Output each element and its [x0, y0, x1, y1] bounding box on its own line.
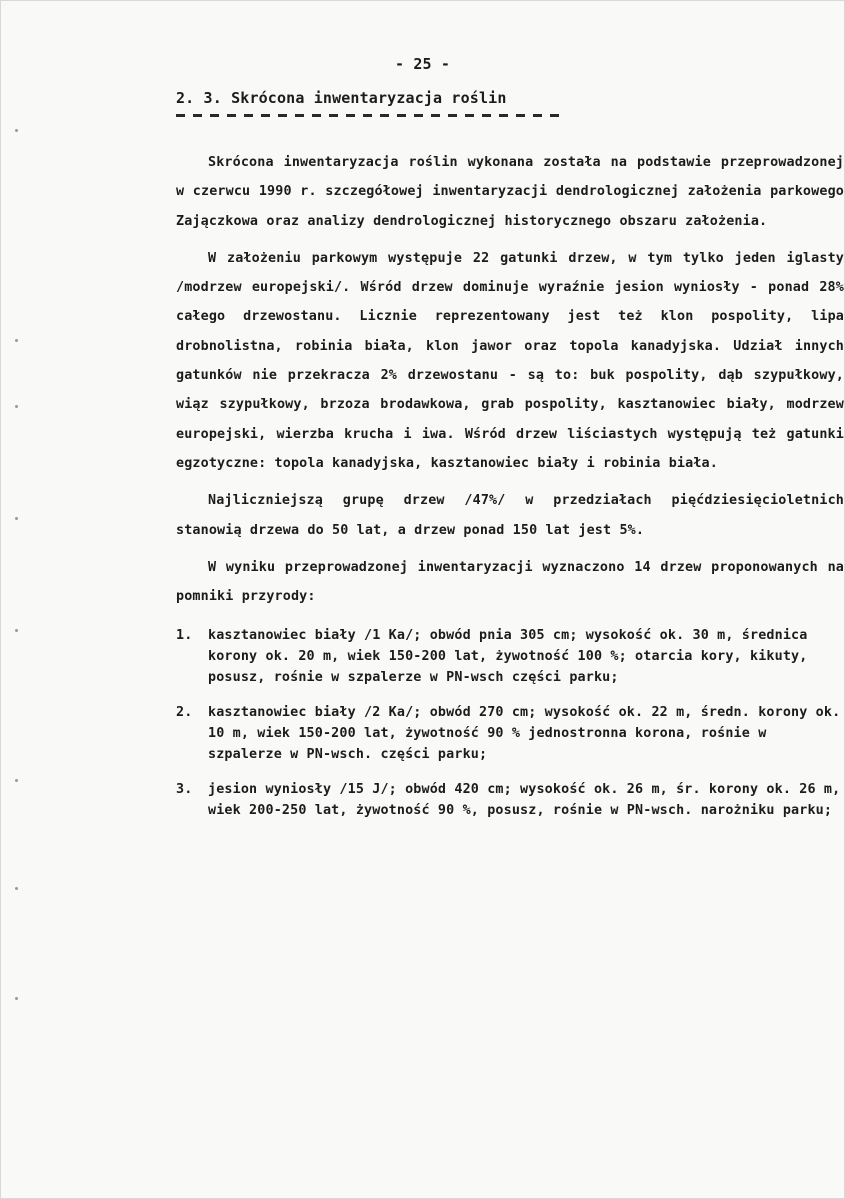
margin-dot: [15, 997, 18, 1000]
list-item: [176, 702, 844, 765]
paragraph: Najliczniejszą grupę drzew /47%/ w przedziałach pięćdziesięcioletnich stanowią drzewa do 50 lat, a drzew ponad 150 lat jest 5%.: [176, 493, 844, 538]
heading-underline: [176, 114, 561, 117]
list-item-text: jesion wyniosły /15 J/; obwód 420 cm; wysokość ok. 26 m, śr. korony ok. 26 m, wiek 200-250 lat, żywotność 90 %, posusz, rośnie w PN-wsch. narożniku parku;: [208, 782, 841, 819]
margin-dot: [15, 129, 18, 132]
paragraph: Skrócona inwentaryzacja roślin wykonana została na podstawie przeprowadzonej w czerwcu 1990 r. szczegółowej inwentaryzacji dendrologicznej założenia parkowego Zajączkowa oraz analizy dendrologicznej historycznego obszaru założenia.: [176, 155, 844, 229]
list-item: [176, 625, 844, 688]
page-number: - 25 -: [394, 55, 451, 73]
paragraph: W wyniku przeprowadzonej inwentaryzacji wyznaczono 14 drzew proponowanych na pomniki przyrody:: [176, 559, 844, 605]
margin-dot: [15, 779, 18, 782]
list-item-text: kasztanowiec biały /1 Ka/; obwód pnia 305 cm; wysokość ok. 30 m, średnica korony ok. 20 m, wiek 150-200 lat, żywotność 100 %; otarcia kory, kikuty, posusz, rośnie w szpalerze w PN-wsch części parku;: [208, 628, 808, 686]
list-item-number: 1.: [176, 628, 193, 644]
paragraph: W założeniu parkowym występuje 22 gatunki drzew, w tym tylko jeden iglasty /modrzew europejski/. Wśród drzew dominuje wyraźnie jesion wyniosły - ponad 28% całego drzewostanu. Licznie reprezentowany jest też klon pospolity, lipa drobnolistna, robinia biała, klon jawor oraz topola kanadyjska. Udział innych gatunków nie przekracza 2% drzewostanu - są to: buk pospolity, dąb szypułkowy, wiąz szypułkowy, brzoza brodawkowa, grab pospolity, kasztanowiec biały, modrzew europejski, wierzba krucha i iwa. Wśród drzew liściastych występują też gatunki egzotyczne: topola kanadyjska, kasztanowiec biały i robinia biała.: [176, 250, 844, 471]
list-item-number: 3.: [176, 782, 193, 798]
monument-trees-list: [176, 625, 844, 821]
margin-dot: [15, 517, 18, 520]
margin-dot: [15, 629, 18, 632]
list-item: [176, 779, 844, 821]
document-body: [176, 148, 844, 821]
list-item-number: 2.: [176, 705, 193, 721]
margin-dot: [15, 887, 18, 890]
list-item-text: kasztanowiec biały /2 Ka/; obwód 270 cm; wysokość ok. 22 m, średn. korony ok. 10 m, wiek 150-200 lat, żywotność 90 % jednostronna korona, rośnie w szpalerze w PN-wsch. części parku;: [208, 705, 841, 763]
section-heading: 2. 3. Skrócona inwentaryzacja roślin: [176, 89, 507, 107]
margin-dot: [15, 339, 18, 342]
margin-dot: [15, 405, 18, 408]
